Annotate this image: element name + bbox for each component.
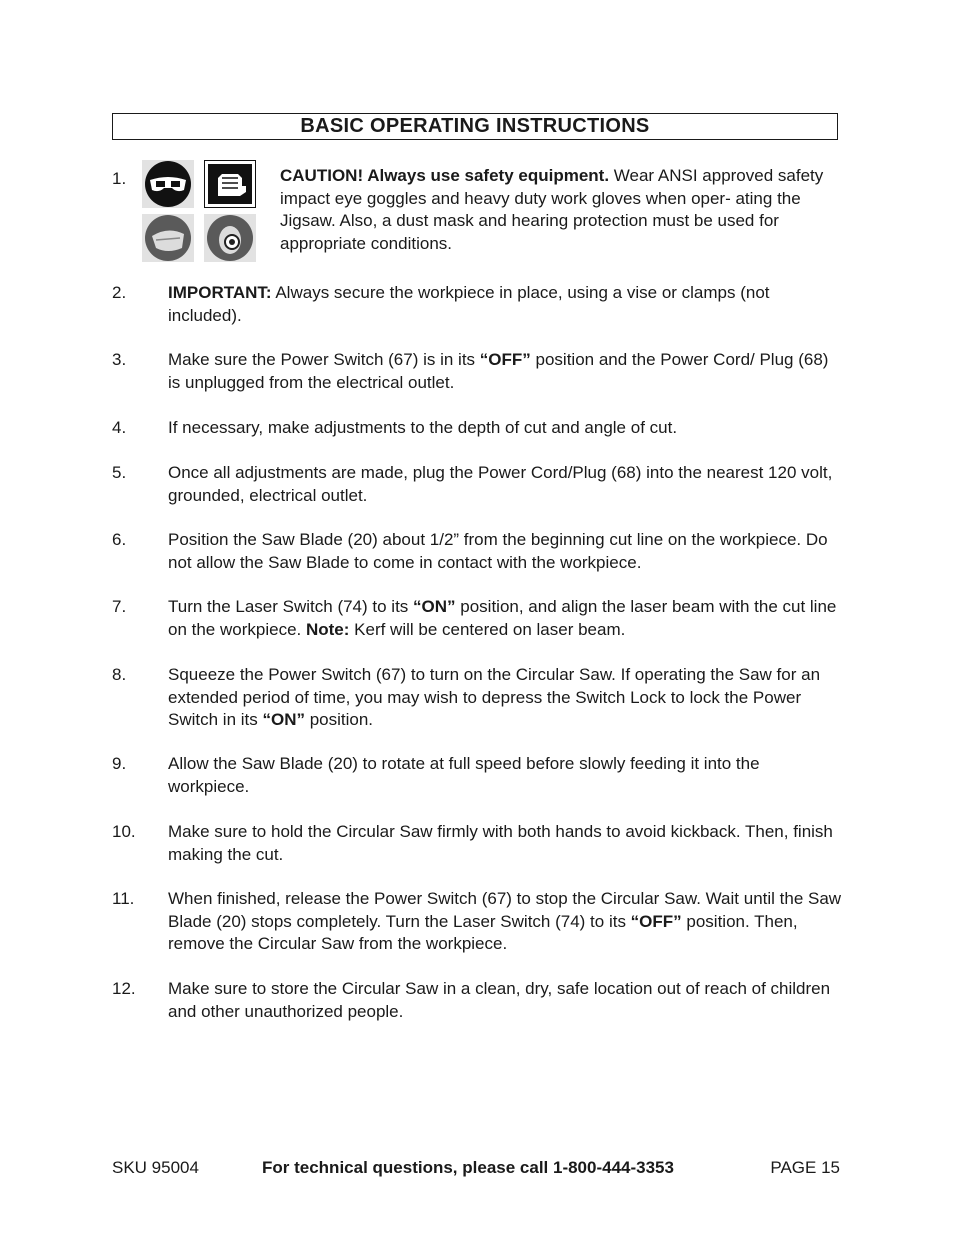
body-text: Turn the Laser Switch (74) to its [168, 597, 414, 616]
item-number: 1. [112, 169, 127, 188]
item-text [168, 529, 842, 574]
body-text: Position the Saw Blade (20) about 1/2” from the beginning cut line on the workpiece. Do not allow the Saw Blade to come in contact with the workpiece. [168, 530, 828, 572]
item-text [168, 753, 842, 798]
body-text: Kerf will be centered on laser beam. [349, 619, 626, 639]
item-text [168, 417, 842, 440]
item-number: 7. [112, 597, 127, 616]
item-number: 6. [112, 530, 127, 549]
body-text: Once all adjustments are made, plug the Power Cord/Plug (68) into the nearest 120 volt, grounded, electrical outlet. [168, 463, 833, 505]
item-number: 11. [112, 889, 135, 908]
instruction-item-1-text [280, 165, 846, 255]
body-text: Make sure to hold the Circular Saw firmly with both hands to avoid kickback. Then, finish making the cut. [168, 822, 833, 864]
item-number: 2. [112, 283, 127, 302]
body-text: position and the Power Cord/ Plug (68) is unplugged from the electrical outlet. [168, 350, 829, 392]
item-text [168, 462, 842, 507]
emphasis-text: “OFF” [630, 911, 682, 931]
item-number: 3. [112, 350, 127, 369]
hearing-protection-icon [204, 214, 256, 262]
item-number: 8. [112, 665, 127, 684]
item-text [168, 282, 842, 327]
body-text: position. [304, 710, 374, 729]
tech-support-line: For technical questions, please call 1-800-444-3353 [262, 1158, 674, 1177]
item-text [168, 821, 842, 866]
section-title [112, 113, 838, 140]
item-number: 5. [112, 463, 127, 482]
body-text: Make sure the Power Switch (67) is in its [168, 350, 480, 369]
body-text: position. Then, remove the Circular Saw from the workpiece. [168, 911, 798, 953]
item-text [168, 978, 842, 1023]
item-text [168, 596, 842, 641]
page-number: PAGE 15 [770, 1158, 840, 1177]
body-text: Always secure the workpiece in place, using a vise or clamps (not included). [168, 283, 770, 325]
item-text [168, 888, 842, 956]
caution-label: CAUTION! Always use safety equipment. [280, 166, 610, 185]
safety-goggles-icon [142, 160, 194, 208]
body-text: When finished, release the Power Switch (67) to stop the Circular Saw. Wait until the Saw Blade (20) stops completely. Turn the Laser Switch (74) to its [168, 889, 842, 931]
body-text: Make sure to store the Circular Saw in a clean, dry, safe location out of reach of children and other unauthorized people. [168, 979, 831, 1021]
emphasis-text: “ON” [413, 597, 456, 616]
safety-icons [142, 160, 256, 262]
item-number: 9. [112, 754, 127, 773]
body-text: If necessary, make adjustments to the depth of cut and angle of cut. [168, 418, 678, 437]
body-text: Allow the Saw Blade (20) to rotate at full speed before slowly feeding it into the workpiece. [168, 754, 760, 796]
emphasis-text: “ON” [262, 710, 305, 729]
work-gloves-icon [204, 160, 256, 208]
page-footer [112, 1158, 840, 1182]
emphasis-text: Note: [305, 619, 350, 639]
item-number: 4. [112, 418, 127, 437]
section-title-text: BASIC OPERATING INSTRUCTIONS [300, 115, 650, 137]
body-text: position, and align the laser beam with the cut line on the workpiece. [168, 597, 837, 639]
caution-text: Wear ANSI approved safety impact eye goggles and heavy duty work gloves when oper- ating the Jigsaw. Also, a dust mask and hearing protection must be used for appropriate conditions. [280, 166, 824, 253]
item-text [168, 664, 842, 732]
item-text [168, 349, 842, 394]
emphasis-text: “OFF” [479, 350, 531, 369]
item-number: 12. [112, 979, 136, 998]
dust-mask-icon [142, 214, 194, 262]
emphasis-text: IMPORTANT: [168, 283, 272, 302]
item-number: 10. [112, 822, 136, 841]
sku-number: SKU 95004 [112, 1158, 199, 1177]
body-text: Squeeze the Power Switch (67) to turn on the Circular Saw. If operating the Saw for an extended period of time, you may wish to depress the Switch Lock to lock the Power Switch in its [168, 665, 821, 729]
